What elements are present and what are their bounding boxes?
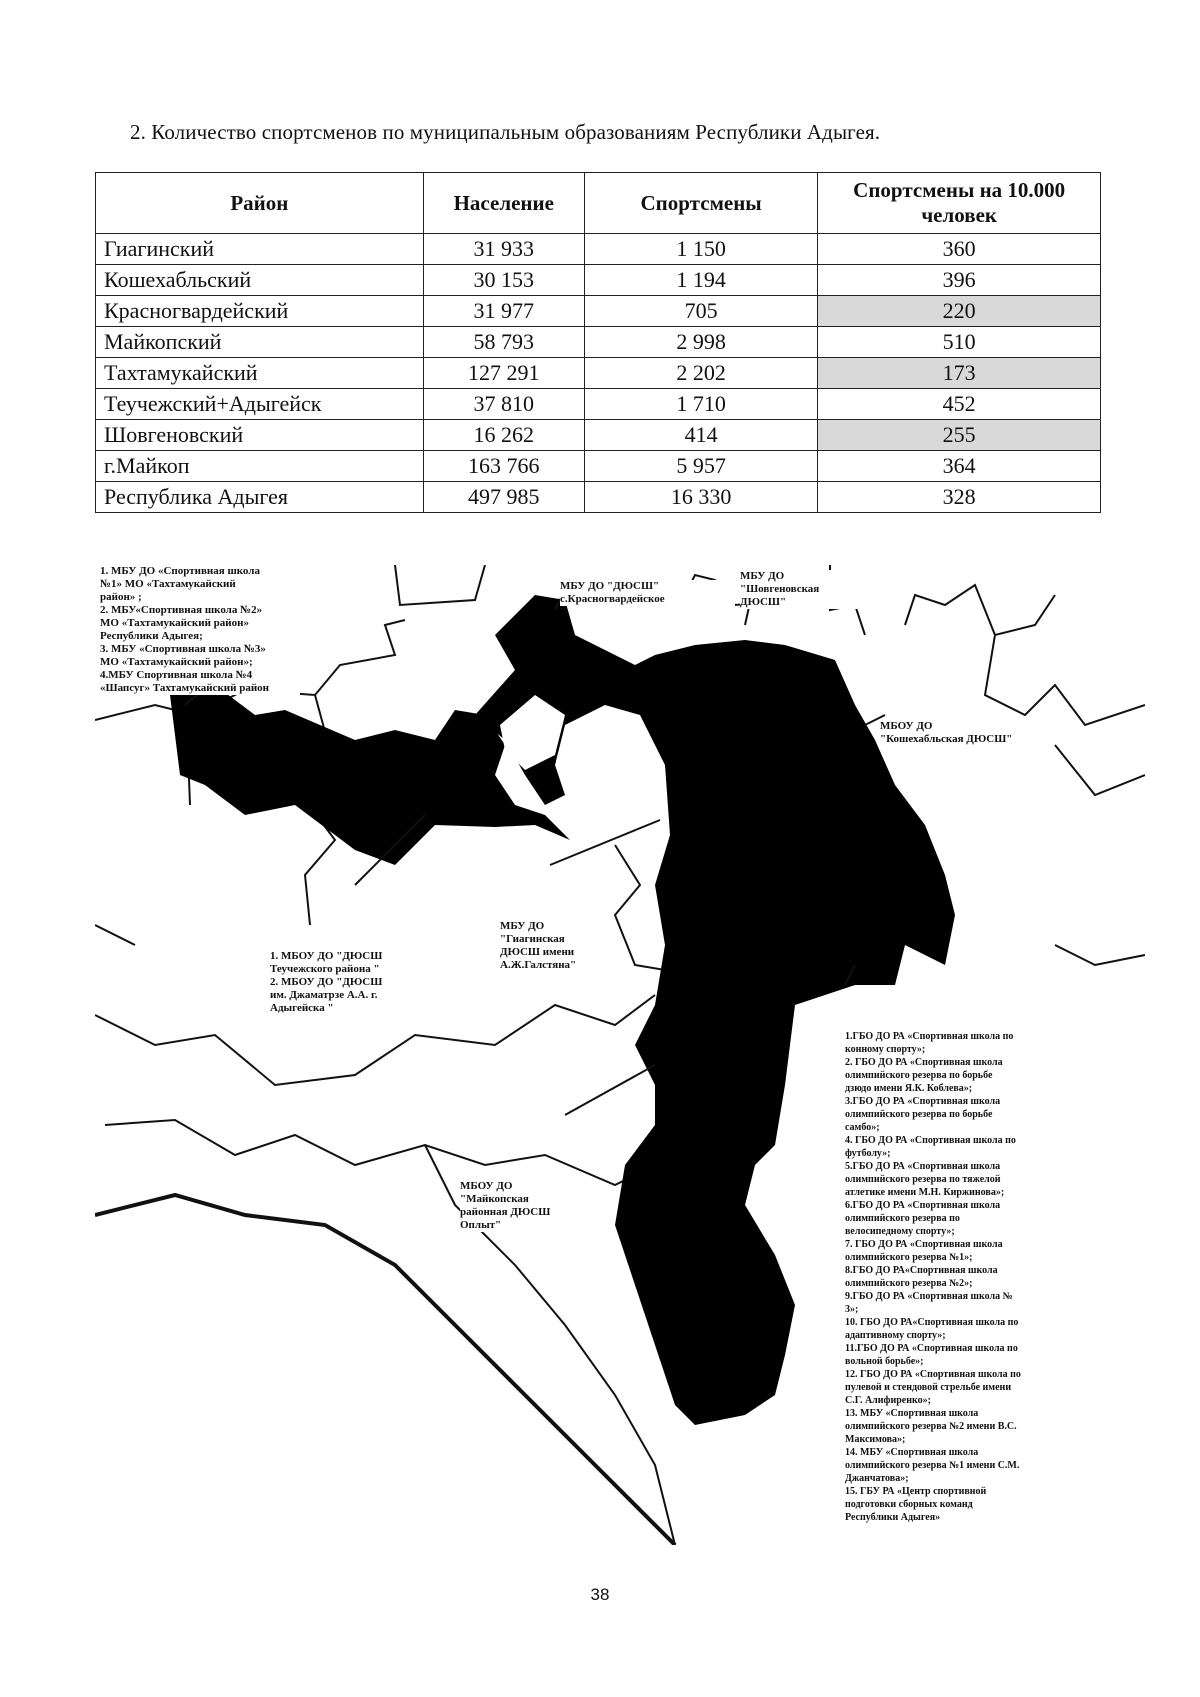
callout-line: велосипедному спорту»; [845,1226,955,1237]
callout-line: «Шапсуг» Тахтамукайский район [100,682,270,694]
table-row [96,451,1101,482]
cell-athletes: 2 998 [584,327,817,358]
callout-line: МО «Тахтамукайский район»; [100,656,253,668]
callout-line: 2. ГБО ДО РА «Спортивная школа [845,1057,1003,1068]
page-number: 38 [590,1585,610,1604]
callout-line: 2. МБОУ ДО "ДЮСШ [270,976,383,988]
callout-line: олимпийского резерва №1 имени С.М. [845,1460,1020,1471]
table-row [96,234,1101,265]
callout-line: МБОУ ДО [460,1180,513,1192]
callout-line: А.Ж.Галстяна" [500,959,577,971]
cell-population: 30 153 [423,265,584,296]
cell-athletes-per-10k: 510 [818,327,1101,358]
cell-population: 497 985 [423,482,584,513]
callout-line: 3.ГБО ДО РА «Спортивная школа [845,1096,1001,1107]
callout-line: 8.ГБО ДО РА«Спортивная школа [845,1265,998,1276]
cell-athletes-per-10k: 328 [818,482,1101,513]
callout-line: олимпийского резерва №2»; [845,1278,973,1289]
cell-athletes: 1 194 [584,265,817,296]
callout-line: МБОУ ДО [880,720,933,732]
cell-athletes-per-10k: 255 [818,420,1101,451]
callout-maykopsky [460,1180,585,1232]
callout-line: "Шовгеновская [740,583,820,595]
callout-line: олимпийского резерва №2 имени В.С. [845,1421,1017,1432]
cell-population: 163 766 [423,451,584,482]
cell-district: Красногвардейский [96,296,424,327]
table-header-row [96,173,1101,234]
callout-line: 12. ГБО ДО РА «Спортивная школа по [845,1369,1021,1380]
cell-athletes: 2 202 [584,358,817,389]
callout-line: 6.ГБО ДО РА «Спортивная школа [845,1200,1001,1211]
callout-line: вольной борьбе»; [845,1356,924,1367]
callout-line: ДЮСШ" [740,596,787,608]
callout-line: 7. ГБО ДО РА «Спортивная школа [845,1239,1003,1250]
cell-athletes: 1 150 [584,234,817,265]
table-row [96,296,1101,327]
callout-line: "Гиагинская [500,933,565,945]
cell-population: 31 933 [423,234,584,265]
callout-line: Максимова»; [845,1434,906,1445]
cell-district: Кошехабльский [96,265,424,296]
callout-line: атлетике имени М.Н. Киржинова»; [845,1187,1005,1198]
cell-district: Гиагинский [96,234,424,265]
callout-line: С.Г. Алифиренко»; [845,1395,931,1406]
table-row [96,420,1101,451]
table-row [96,482,1101,513]
header-athletes: Спортсмены [584,173,817,234]
cell-district: Майкопский [96,327,424,358]
callout-line: пулевой и стендовой стрельбе имени [845,1382,1012,1393]
callout-line: олимпийского резерва по тяжелой [845,1174,1001,1185]
callout-line: им. Джаматрзе А.А. г. [270,989,378,1001]
callout-line: 2. МБУ«Спортивная школа №2» [100,604,263,616]
callout-line: 4.МБУ Спортивная школа №4 [100,669,253,681]
cell-athletes-per-10k: 396 [818,265,1101,296]
callout-line: Джанчатова»; [845,1473,909,1484]
cell-athletes: 705 [584,296,817,327]
callout-line: МО «Тахтамукайский район» [100,617,249,629]
callout-line: 3. МБУ «Спортивная школа №3» [100,643,266,655]
callout-line: олимпийского резерва по [845,1213,960,1224]
callout-line: 15. ГБУ РА «Центр спортивной [845,1486,987,1497]
cell-district: Теучежский+Адыгейск [96,389,424,420]
cell-athletes-per-10k: 364 [818,451,1101,482]
callout-line: 10. ГБО ДО РА«Спортивная школа по [845,1317,1019,1328]
header-athletes-per-10k: Спортсмены на 10.000 человек [818,173,1101,234]
header-district: Район [96,173,424,234]
cell-district: г.Майкоп [96,451,424,482]
callout-line: Оплыт" [460,1219,502,1231]
table-body [96,234,1101,513]
callout-line: 11.ГБО ДО РА «Спортивная школа по [845,1343,1018,1354]
callout-line: футболу»; [845,1148,891,1159]
athletes-by-district-table [95,172,1101,513]
cell-district: Шовгеновский [96,420,424,451]
callout-line: Адыгейска " [270,1002,334,1014]
callout-line: ДЮСШ имени [500,946,575,958]
callout-line: 1. МБОУ ДО "ДЮСШ [270,950,383,962]
callout-line: 4. ГБО ДО РА «Спортивная школа по [845,1135,1016,1146]
callout-republic-schools [845,1030,1045,1524]
cell-population: 37 810 [423,389,584,420]
section-heading: 2. Количество спортсменов по муниципальным образованиям Республики Адыгея. [130,120,881,144]
callout-line: Республики Адыгея; [100,630,203,642]
callout-line: 14. МБУ «Спортивная школа [845,1447,979,1458]
cell-population: 58 793 [423,327,584,358]
callout-line: районная ДЮСШ [460,1206,551,1218]
cell-district: Республика Адыгея [96,482,424,513]
callout-line: Теучежского района " [270,963,380,975]
callout-giaginsky [500,920,610,972]
callout-line: "Майкопская [460,1193,529,1205]
callout-line: олимпийского резерва №1»; [845,1252,973,1263]
callout-line: подготовки сборных команд [845,1499,973,1510]
callout-line: "Кошехабльская ДЮСШ" [880,733,1013,745]
cell-athletes-per-10k: 452 [818,389,1101,420]
callout-line: район» ; [100,591,142,603]
table-row [96,265,1101,296]
callout-line: дзюдо имени Я.К. Коблева»; [845,1083,973,1094]
callout-line: адаптивному спорту»; [845,1330,946,1341]
callout-line: МБУ ДО [740,570,785,582]
callout-shovgenovsky [740,570,860,609]
callout-line: 1.ГБО ДО РА «Спортивная школа по [845,1031,1014,1042]
cell-athletes: 1 710 [584,389,817,420]
callout-krasnogvardeysky [560,580,735,606]
callout-line: олимпийского резерва по борьбе [845,1070,993,1081]
cell-athletes: 16 330 [584,482,817,513]
cell-population: 127 291 [423,358,584,389]
callout-teuchezhsky [270,950,420,1015]
callout-line: конному спорту»; [845,1044,926,1055]
callout-line: олимпийского резерва по борьбе [845,1109,993,1120]
callout-line: 1. МБУ ДО «Спортивная школа [100,565,260,577]
table-row [96,389,1101,420]
table-row [96,358,1101,389]
cell-athletes-per-10k: 220 [818,296,1101,327]
callout-line: 5.ГБО ДО РА «Спортивная школа [845,1161,1001,1172]
cell-athletes-per-10k: 360 [818,234,1101,265]
callout-line: №1» МО «Тахтамукайский [100,578,236,590]
callout-line: с.Красногвардейское [560,593,665,605]
callout-line: 9.ГБО ДО РА «Спортивная школа № [845,1291,1013,1302]
callout-line: 13. МБУ «Спортивная школа [845,1408,979,1419]
callout-line: МБУ ДО "ДЮСШ" [560,580,660,592]
callout-takhtamukai [100,565,300,695]
callout-line: самбо»; [845,1122,880,1133]
callout-koshekhablsky [880,720,1040,746]
cell-district: Тахтамукайский [96,358,424,389]
cell-population: 31 977 [423,296,584,327]
callout-line: МБУ ДО [500,920,545,932]
cell-population: 16 262 [423,420,584,451]
callout-line: 3»; [845,1304,859,1315]
header-population: Население [423,173,584,234]
cell-athletes-per-10k: 173 [818,358,1101,389]
cell-athletes: 5 957 [584,451,817,482]
cell-athletes: 414 [584,420,817,451]
callout-line: Республики Адыгея» [845,1512,941,1523]
table-row [96,327,1101,358]
